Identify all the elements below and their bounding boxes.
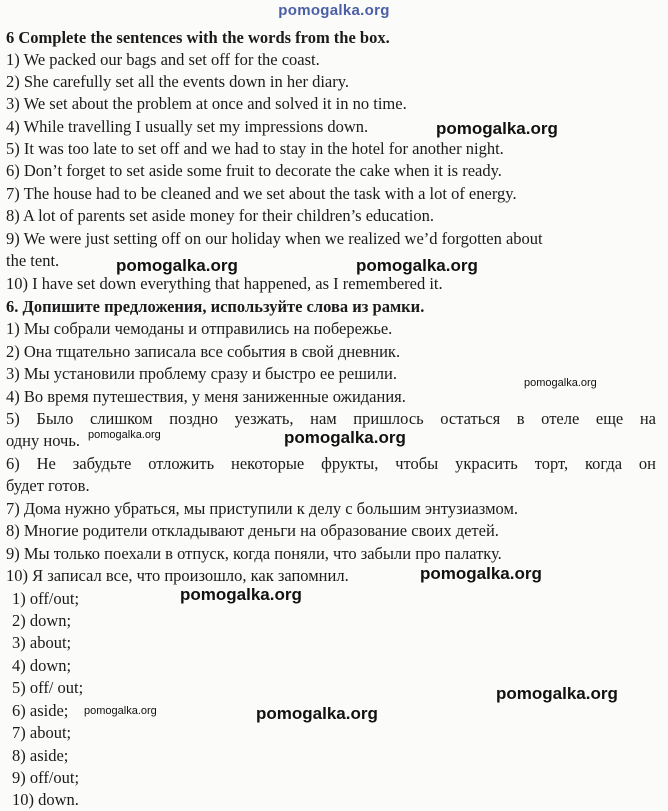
- answer-line: 5) off/ out;: [12, 678, 84, 697]
- russian-line: 2) Она тщательно записала все события в свой дневник.: [6, 342, 401, 361]
- english-line: 4) While travelling I usually set my impressions down.: [6, 117, 369, 136]
- english-line: the tent.: [6, 251, 60, 270]
- russian-line: 6) Не забудьте отложить некоторые фрукты, чтобы украсить торт, когда он: [6, 454, 656, 473]
- answer-line: 9) off/out;: [12, 768, 80, 787]
- russian-heading: 6. Допишите предложения, используйте слова из рамки.: [6, 297, 425, 316]
- watermark: pomogalka.org: [356, 256, 478, 275]
- watermark-top: pomogalka.org: [278, 2, 390, 19]
- answer-line: 7) about;: [12, 723, 72, 742]
- watermark: pomogalka.org: [524, 377, 597, 389]
- english-line: 10) I have set down everything that happened, as I remembered it.: [6, 274, 443, 293]
- answer-line: 4) down;: [12, 656, 72, 675]
- english-line: 8) A lot of parents set aside money for their children’s education.: [6, 206, 434, 225]
- watermark: pomogalka.org: [256, 704, 378, 723]
- watermark: pomogalka.org: [116, 256, 238, 275]
- english-line: 2) She carefully set all the events down in her diary.: [6, 72, 350, 91]
- russian-line: 8) Многие родители откладывают деньги на образование своих детей.: [6, 521, 499, 540]
- russian-line: 5) Было слишком поздно уезжать, нам пришлось остаться в отеле еще на: [6, 409, 656, 428]
- english-line: 7) The house had to be cleaned and we set about the task with a lot of energy.: [6, 184, 517, 203]
- answer-line: 2) down;: [12, 611, 72, 630]
- watermark: pomogalka.org: [88, 429, 161, 441]
- russian-line: 10) Я записал все, что произошло, как запомнил.: [6, 566, 349, 585]
- russian-line: 4) Во время путешествия, у меня заниженные ожидания.: [6, 387, 406, 406]
- english-line: 6) Don’t forget to set aside some fruit to decorate the cake when it is ready.: [6, 161, 502, 180]
- answer-line: 3) about;: [12, 633, 72, 652]
- english-line: 5) It was too late to set off and we had to stay in the hotel for another night.: [6, 139, 504, 158]
- russian-line: будет готов.: [6, 476, 90, 495]
- russian-line: 7) Дома нужно убраться, мы приступили к делу с большим энтузиазмом.: [6, 499, 519, 518]
- russian-line: 9) Мы только поехали в отпуск, когда поняли, что забыли про палатку.: [6, 544, 502, 563]
- answer-line: 1) off/out;: [12, 589, 80, 608]
- russian-line: 1) Мы собрали чемоданы и отправились на побережье.: [6, 319, 393, 338]
- watermark: pomogalka.org: [436, 119, 558, 138]
- watermark: pomogalka.org: [180, 585, 302, 604]
- english-line: 3) We set about the problem at once and solved it in no time.: [6, 94, 407, 113]
- russian-line: одну ночь.: [6, 431, 80, 450]
- russian-line: 3) Мы установили проблему сразу и быстро ее решили.: [6, 364, 397, 383]
- watermark: pomogalka.org: [496, 684, 618, 703]
- answer-line: 10) down.: [12, 790, 79, 809]
- answer-line: 6) aside;: [12, 701, 69, 720]
- answer-line: 8) aside;: [12, 746, 69, 765]
- watermark: pomogalka.org: [84, 705, 157, 717]
- watermark: pomogalka.org: [284, 428, 406, 447]
- watermark: pomogalka.org: [420, 564, 542, 583]
- english-heading: 6 Complete the sentences with the words from the box.: [6, 28, 390, 47]
- english-line: 9) We were just setting off on our holiday when we realized we’d forgotten about: [6, 229, 543, 248]
- english-line: 1) We packed our bags and set off for the coast.: [6, 50, 320, 69]
